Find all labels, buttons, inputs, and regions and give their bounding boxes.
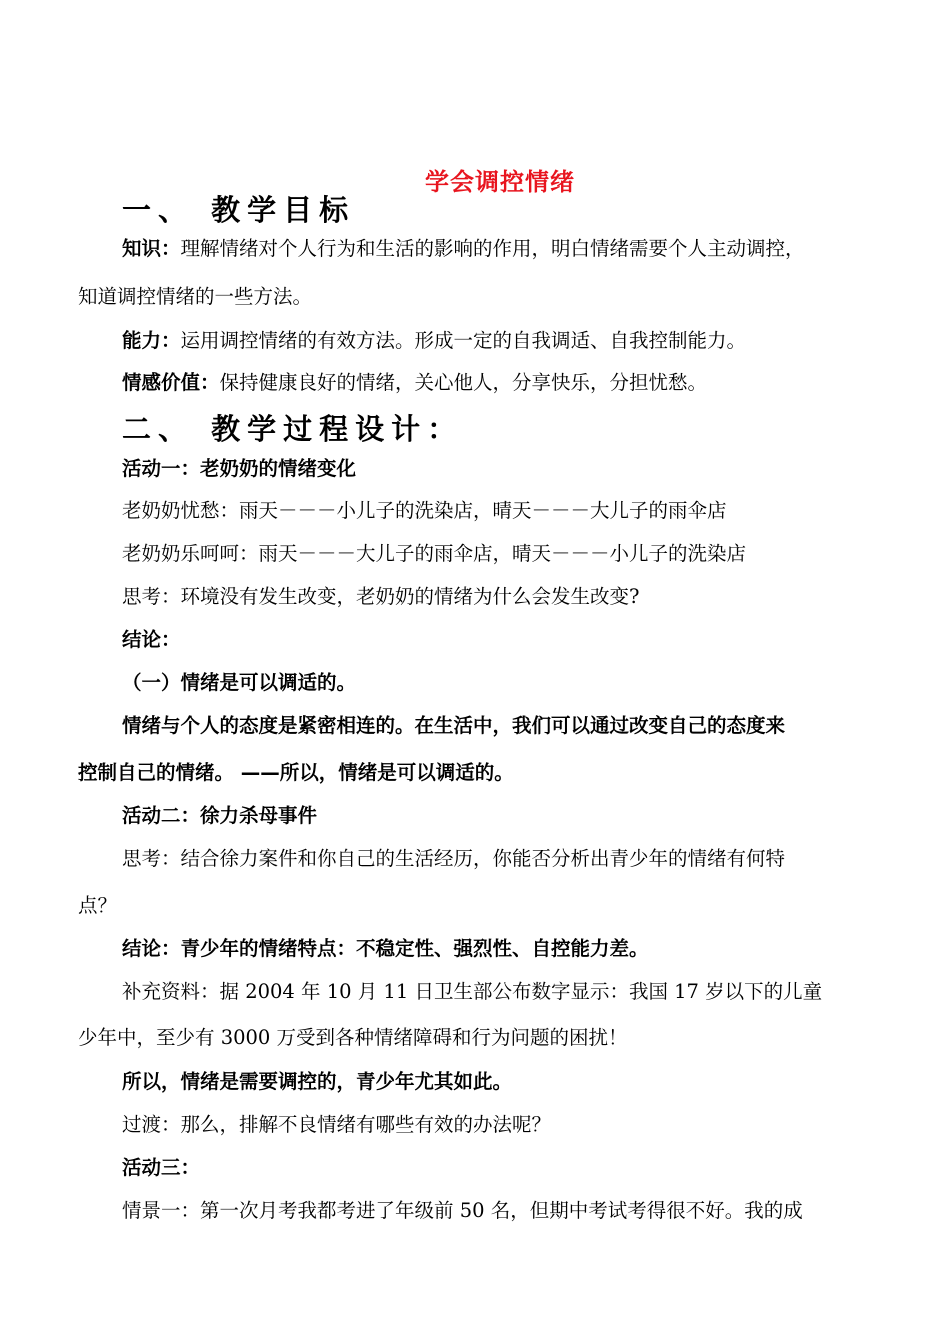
knowledge-text: 理解情绪对个人行为和生活的影响的作用，明白情绪需要个人主动调控， [180,237,805,260]
activity1-think: 思考：环境没有发生改变，老奶奶的情绪为什么会发生改变? [122,585,640,608]
section-heading-goals: 一、 教学目标 [122,193,356,227]
ability-label: 能力： [122,329,181,352]
activity2-supplement-cont: 少年中，至少有 3000 万受到各种情绪障碍和行为问题的困扰！ [78,1026,628,1049]
activity1-explain-cont: 控制自己的情绪。 ——所以，情绪是可以调适的。 [78,761,514,784]
activity2-title: 活动二：徐力杀母事件 [122,804,318,827]
activity1-title: 活动一：老奶奶的情绪变化 [122,457,357,480]
activity1-point: （一）情绪是可以调适的。 [122,671,357,694]
section-heading-process: 二、 教学过程设计： [122,412,464,446]
activity2-think: 思考：结合徐力案件和你自己的生活经历，你能否分析出青少年的情绪有何特 [122,847,786,870]
knowledge-label: 知识： [122,237,181,260]
document-title: 学会调控情绪 [425,168,575,196]
activity1-conclusion-label: 结论： [122,628,181,651]
emotion-value-label: 情感价值： [122,371,220,394]
emotion-value-paragraph [122,370,707,396]
ability-paragraph [122,328,746,354]
emotion-value-text: 保持健康良好的情绪，关心他人，分享快乐，分担忧愁。 [219,371,708,394]
activity3-scene1: 情景一：第一次月考我都考进了年级前 50 名，但期中考试考得很不好。我的成 [122,1199,803,1222]
activity2-so: 所以，情绪是需要调控的，青少年尤其如此。 [122,1070,513,1093]
activity1-explain: 情绪与个人的态度是紧密相连的。在生活中，我们可以通过改变自己的态度来 [122,714,786,737]
knowledge-paragraph [122,236,805,262]
activity2-transition: 过渡：那么，排解不良情绪有哪些有效的办法呢？ [122,1113,552,1136]
activity3-title: 活动三： [122,1156,201,1179]
activity1-line2: 老奶奶乐呵呵：雨天－－－大儿子的雨伞店，晴天－－－小儿子的洗染店 [122,542,747,565]
activity2-supplement: 补充资料：据 2004 年 10 月 11 日卫生部公布数字显示：我国 17 岁以下的儿童 [122,980,823,1003]
knowledge-paragraph-cont: 知道调控情绪的一些方法。 [78,285,313,308]
ability-text: 运用调控情绪的有效方法。形成一定的自我调适、自我控制能力。 [180,329,747,352]
activity2-think-cont: 点？ [78,894,118,917]
activity1-line1: 老奶奶忧愁：雨天－－－小儿子的洗染店，晴天－－－大儿子的雨伞店 [122,499,727,522]
activity2-conclusion: 结论：青少年的情绪特点：不稳定性、强烈性、自控能力差。 [122,937,649,960]
